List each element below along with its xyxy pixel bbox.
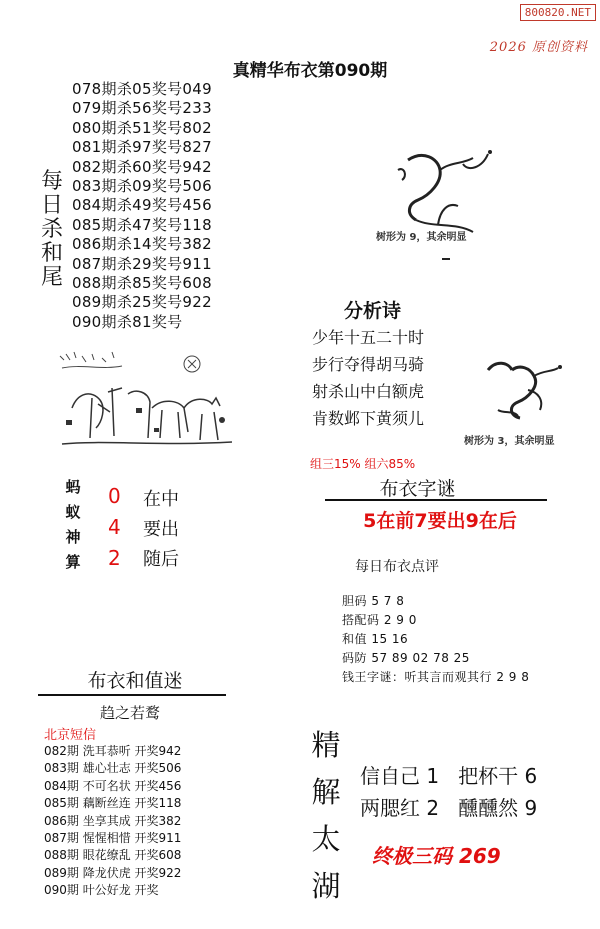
review-line: 码防 57 89 02 78 25 [342,651,470,665]
sms-item: 088期 眼花缭乱 开奖608 [44,848,182,863]
riddle-title: 布衣字谜 [379,478,456,500]
poem-line: 少年十五二十时 [312,328,425,347]
taihu-label [306,722,346,910]
sms-item: 084期 不可名状 开奖456 [44,778,182,793]
ant-word: 在中 [143,489,179,510]
sum-riddle-answer: 趋之若鹜 [99,704,160,722]
label-char: 解 [311,775,341,809]
final-three-codes: 终极三码 269 [372,844,501,868]
kill-record: 089期杀25奖号922 [72,293,212,312]
tree-sketch-right [464,350,588,450]
label-char: 杀 [40,217,63,242]
image-caption: 树形为 9，其余明显 [376,232,467,243]
sum-riddle-title: 布衣和值迷 [87,670,183,692]
ant-label [62,475,84,575]
ant-words [143,485,179,575]
label-char: 神 [65,528,81,546]
review-line: 和值 15 16 [342,632,409,646]
group-ratio-text: 组三15% 组六85% [310,457,416,471]
review-line: 胆码 5 7 8 [342,594,405,608]
ant-number: 2 [108,546,121,570]
poem-title: 分析诗 [344,300,402,322]
tree-sketch-top [378,140,508,270]
kill-record: 086期杀14奖号382 [72,235,212,254]
ant-number: 4 [108,515,121,539]
beijing-sms-title: 北京短信 [44,728,97,743]
riddle-text: 5在前7要出9在后 [363,510,517,532]
sms-item: 087期 惺惺相惜 开奖911 [44,831,182,846]
sms-item: 086期 坐享其成 开奖382 [44,813,182,828]
tree-sketch-icon [468,350,578,430]
kill-record: 081期杀97奖号827 [72,138,212,157]
beijing-sms-list [44,743,181,900]
kill-records-list [72,80,212,332]
ant-number: 0 [108,484,121,508]
ant-word: 要出 [143,519,179,540]
review-line: 钱王字谜：听其言而观其行 2 9 8 [342,670,530,684]
sms-item: 085期 藕断丝连 开奖118 [44,796,182,811]
sms-item: 089期 降龙伏虎 开奖922 [44,865,182,880]
ant-word: 随后 [143,549,179,570]
label-char: 蚂 [65,478,81,496]
poem-line: 肯数邺下黄须儿 [312,409,425,428]
label-char: 日 [40,193,63,218]
riddle-divider [325,499,547,501]
divider-mark [442,258,450,260]
kill-record: 083期杀09奖号506 [72,177,212,196]
label-char: 算 [65,553,81,571]
sum-riddle-divider [38,694,226,696]
kill-record: 078期杀05奖号049 [72,80,212,98]
poem-lines [312,324,424,432]
kill-record: 082期杀60奖号942 [72,157,212,176]
review-list [342,592,529,687]
kill-record: 079期杀56奖号233 [72,99,212,118]
brand-label: 2026 原创资料 [489,40,588,55]
page-title: 真精华布衣第090期 [232,61,388,81]
label-char: 湖 [311,869,341,903]
sms-item: 083期 雄心壮志 开奖506 [44,761,182,776]
daily-kill-label [40,170,64,290]
kill-record: 087期杀29奖号911 [72,254,212,273]
scene-sketch [52,348,242,458]
kill-record: 088期杀85奖号608 [72,274,212,293]
image-caption: 树形为 3，其余明显 [464,436,555,447]
taihu-line: 信自己 1 把杯干 6 [360,764,538,788]
label-char: 和 [40,241,63,266]
label-char: 太 [311,822,341,856]
review-line: 搭配码 2 9 0 [342,613,417,627]
taihu-line: 两腮红 2 醺醺然 9 [360,796,538,820]
kill-record: 085期杀47奖号118 [72,215,212,234]
sms-item: 090期 叶公好龙 开奖 [44,883,159,898]
site-badge: 800820.NET [520,4,596,21]
label-char: 每 [40,169,63,194]
label-char: 蚁 [65,503,81,521]
label-char: 精 [311,728,341,762]
tree-sketch-icon [378,140,508,240]
poem-line: 射杀山中白额虎 [312,382,425,401]
taihu-lines [360,760,537,824]
label-char: 尾 [40,265,63,290]
kill-record: 080期杀51奖号802 [72,118,212,137]
kill-record: 084期杀49奖号456 [72,196,212,215]
kill-record: 090期杀81奖号 [72,312,183,331]
review-title: 每日布衣点评 [355,559,439,575]
poem-line: 步行夺得胡马骑 [312,355,425,374]
scene-sketch-icon [52,348,242,458]
ant-numbers [108,481,121,574]
sms-item: 082期 洗耳恭听 开奖942 [44,744,182,758]
